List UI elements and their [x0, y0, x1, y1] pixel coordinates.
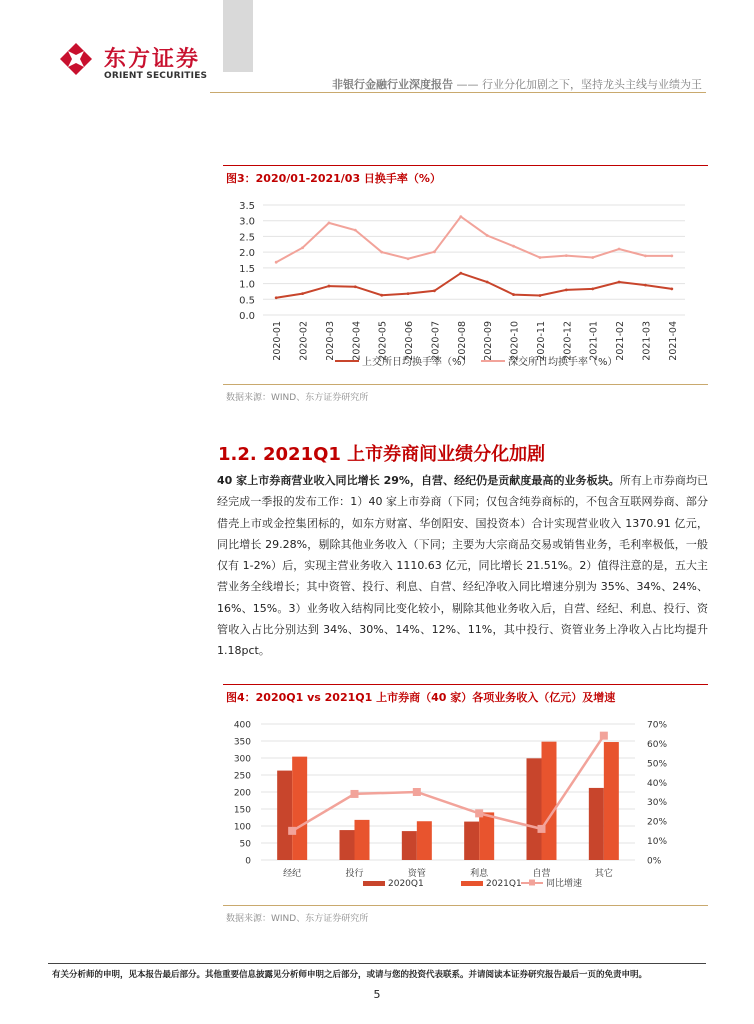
y-tick-label: 1.0 — [239, 279, 255, 291]
legend-label: 同比增速 — [546, 879, 583, 889]
x-tick-label: 投行 — [345, 869, 364, 879]
y-left-tick-label: 150 — [233, 805, 251, 816]
bar — [604, 742, 619, 860]
x-tick-label: 2020-06 — [404, 321, 416, 361]
y-left-tick-label: 400 — [233, 720, 251, 731]
legend-label: 深交所日均换手率（%） — [508, 357, 618, 368]
data-point — [380, 294, 383, 297]
bar — [542, 742, 557, 860]
y-left-tick-label: 200 — [233, 788, 251, 799]
legend-label: 上交所日均换手率（%） — [362, 357, 472, 368]
data-point — [433, 289, 436, 292]
y-tick-label: 0.0 — [239, 311, 255, 322]
figure3-line-chart — [223, 190, 708, 375]
x-tick-label: 2021-03 — [641, 321, 653, 361]
header-gray-bar — [223, 0, 253, 72]
x-tick-label: 经纪 — [283, 869, 302, 879]
x-tick-label: 2021-01 — [588, 321, 600, 361]
bar — [355, 820, 370, 860]
y-right-tick-label: 20% — [647, 817, 668, 828]
y-right-tick-label: 30% — [647, 798, 668, 809]
data-point — [301, 246, 304, 249]
data-point — [407, 257, 410, 260]
x-tick-label: 其它 — [594, 869, 613, 879]
figure4-combo-chart — [223, 712, 708, 900]
y-tick-label: 3.5 — [239, 201, 255, 212]
y-tick-label: 2.0 — [239, 248, 255, 260]
y-left-tick-label: 300 — [233, 754, 251, 765]
figure3-title: 图3：2020/01-2021/03 日换手率（%） — [226, 172, 441, 185]
bar — [464, 822, 479, 860]
bar — [277, 771, 292, 860]
footer-disclaimer: 有关分析师的申明，见本报告最后部分。其他重要信息披露见分析师申明之后部分，或请与您的投资代表联系。并请阅读本证券研究报告最后一页的免责申明。 — [52, 970, 648, 980]
x-tick-label: 自营 — [532, 869, 551, 879]
x-tick-label: 2021-04 — [667, 321, 679, 361]
y-right-tick-label: 0% — [647, 856, 662, 867]
growth-marker — [538, 825, 546, 833]
data-point — [644, 284, 647, 287]
data-point — [670, 288, 673, 291]
data-point — [301, 292, 304, 295]
y-right-tick-label: 10% — [647, 837, 668, 848]
x-tick-label: 2020-01 — [272, 321, 284, 361]
y-left-tick-label: 100 — [233, 822, 251, 833]
section-title: 1.2. 2021Q1 上市券商间业绩分化加剧 — [218, 444, 546, 465]
x-tick-label: 2020-09 — [483, 321, 495, 361]
brand-name-en: ORIENT SECURITIES — [104, 71, 208, 81]
bar — [402, 831, 417, 860]
data-point — [459, 215, 462, 218]
series-line — [276, 273, 672, 298]
bar — [527, 758, 542, 860]
x-tick-label: 资管 — [407, 869, 426, 879]
legend-swatch — [363, 881, 385, 886]
data-point — [328, 222, 331, 225]
x-tick-label: 利息 — [470, 869, 489, 879]
figure3-bottom-rule — [223, 384, 708, 385]
header-separator: —— — [453, 78, 482, 91]
data-point — [539, 294, 542, 297]
x-tick-label: 2020-05 — [377, 321, 389, 361]
y-right-tick-label: 60% — [647, 739, 668, 750]
x-tick-label: 2020-08 — [456, 321, 468, 361]
figure3-source: 数据来源：WIND、东方证券研究所 — [226, 393, 369, 403]
growth-marker — [351, 790, 359, 798]
footer-rule — [48, 963, 706, 964]
paragraph-body: 所有上市券商均已经完成一季报的发布工作：1）40 家上市券商（下同；仅包含纯券商标的，不包含互联网券商、部分借壳上市或金控集团标的，如东方财富、华创阳安、国投资本）合计实现营业收入 1370.91 亿元，同比增长 29.28%，剔除其他业务收入（下同；主要为大宗商品交易或销售业务，毛利率极低，一般仅有 1-2%）后，实现主营业务收入 1110.63 亿元，同比增长 21.51%。2）值得注意的是，五大主营业务全线增长；其中资管、投行、利息、自营、经纪净收入同比增速分别为 35%、34%、24%、16%、15%。3）业务收入结构同比变化较小，剔除其他业务收入后，自营、经纪、利息、投行、资管收入占比分别达到 34%、30%、14%、12%、11%，其中投行、资管业务上净收入占比均提升 1.18pct。 — [217, 474, 709, 658]
figure3-top-rule — [223, 165, 708, 166]
brand-name-cn: 东方证券 — [104, 47, 201, 72]
x-tick-label: 2020-07 — [430, 321, 442, 361]
y-right-tick-label: 70% — [647, 720, 668, 731]
y-tick-label: 2.5 — [239, 232, 255, 244]
y-left-tick-label: 350 — [233, 737, 251, 748]
data-point — [512, 245, 515, 248]
y-left-tick-label: 250 — [233, 771, 251, 782]
x-tick-label: 2020-02 — [298, 321, 310, 361]
paragraph-lead: 40 家上市券商营业收入同比增长 29%，自营、经纪仍是贡献度最高的业务板块。 — [217, 474, 620, 487]
x-tick-label: 2020-12 — [562, 321, 574, 361]
figure4-bottom-rule — [223, 905, 708, 906]
bar — [479, 812, 494, 860]
data-point — [644, 255, 647, 258]
bar — [589, 788, 604, 860]
x-tick-label: 2021-02 — [615, 321, 627, 361]
data-point — [618, 248, 621, 251]
data-point — [486, 234, 489, 237]
data-point — [275, 261, 278, 264]
data-point — [512, 293, 515, 296]
legend-swatch — [461, 881, 483, 886]
y-right-tick-label: 50% — [647, 759, 668, 770]
x-tick-label: 2020-10 — [509, 321, 521, 361]
data-point — [459, 272, 462, 275]
data-point — [407, 292, 410, 295]
data-point — [433, 250, 436, 253]
figure4-top-rule — [223, 684, 708, 685]
data-point — [591, 288, 594, 291]
figure4-title: 图4：2020Q1 vs 2021Q1 上市券商（40 家）各项业务收入（亿元）及增速 — [226, 691, 616, 704]
page-number: 5 — [373, 988, 381, 1001]
header-rule — [210, 92, 706, 93]
data-point — [354, 229, 357, 232]
x-tick-label: 2020-03 — [324, 321, 336, 361]
growth-line — [292, 736, 604, 831]
series-line — [276, 217, 672, 263]
data-point — [539, 256, 542, 259]
section-paragraph — [217, 470, 708, 662]
data-point — [486, 281, 489, 284]
data-point — [618, 281, 621, 284]
figure4-source: 数据来源：WIND、东方证券研究所 — [226, 914, 369, 924]
data-point — [380, 251, 383, 254]
bar — [340, 830, 355, 860]
y-right-tick-label: 40% — [647, 778, 668, 789]
data-point — [565, 288, 568, 291]
y-tick-label: 1.5 — [239, 263, 255, 275]
growth-marker — [475, 809, 483, 817]
report-type: 非银行金融行业深度报告 — [332, 78, 453, 91]
data-point — [670, 255, 673, 258]
growth-marker — [413, 788, 421, 796]
bar — [292, 757, 307, 860]
data-point — [275, 296, 278, 299]
legend-label: 2021Q1 — [486, 879, 522, 889]
legend-label: 2020Q1 — [388, 879, 424, 889]
data-point — [565, 254, 568, 257]
y-left-tick-label: 0 — [245, 856, 251, 867]
report-subtitle: 行业分化加剧之下，坚持龙头主线与业绩为王 — [482, 78, 702, 91]
growth-marker — [288, 827, 296, 835]
orient-logo-icon — [58, 41, 94, 77]
y-left-tick-label: 50 — [239, 839, 251, 850]
data-point — [591, 256, 594, 259]
bar — [417, 821, 432, 860]
y-tick-label: 3.0 — [239, 216, 255, 228]
data-point — [354, 285, 357, 288]
growth-marker — [600, 732, 608, 740]
x-tick-label: 2020-04 — [351, 321, 363, 361]
x-tick-label: 2020-11 — [535, 321, 547, 361]
y-tick-label: 0.5 — [239, 295, 255, 307]
running-header — [332, 76, 702, 92]
data-point — [328, 285, 331, 288]
legend-marker — [529, 880, 535, 886]
